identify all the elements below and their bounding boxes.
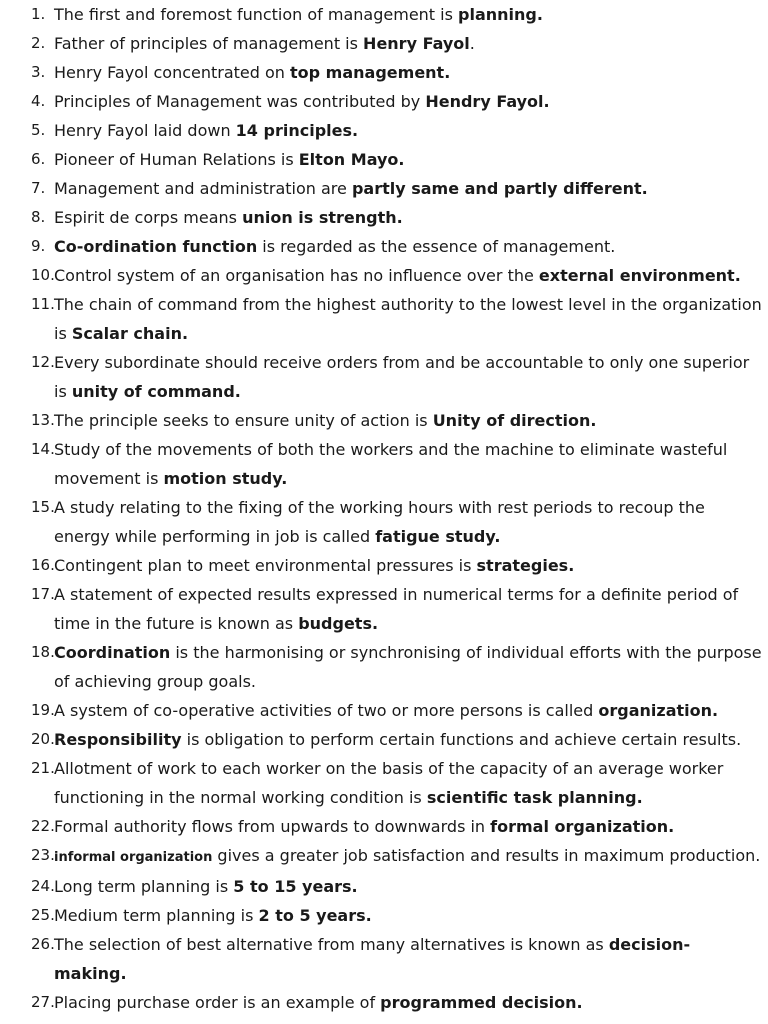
list-item — [0, 580, 762, 638]
item-text: gives a greater job satisfaction and results in maximum production. — [212, 846, 761, 865]
item-answer-bold: Scalar chain. — [71, 324, 189, 343]
item-number: 22. — [31, 817, 55, 835]
item-answer-bold: formal organization. — [490, 817, 675, 836]
item-text: The first and foremost function of management is — [54, 5, 459, 24]
item-number: 10. — [31, 266, 55, 284]
item-answer-bold: Henry Fayol — [363, 34, 470, 53]
item-answer-bold: Hendry Fayol. — [425, 92, 550, 111]
item-answer-bold: union is strength. — [242, 208, 403, 227]
item-answer-bold: partly same and partly different. — [351, 179, 648, 198]
item-number: 24. — [31, 877, 55, 895]
list-item — [0, 696, 762, 725]
item-text: Medium term planning is — [54, 906, 259, 925]
item-number: 25. — [31, 906, 55, 924]
item-number: 15. — [31, 498, 55, 516]
item-text: A system of co-operative activities of two or more persons is called — [54, 701, 599, 720]
item-answer-bold: external environment. — [538, 266, 741, 285]
item-text: Pioneer of Human Relations is — [54, 150, 299, 169]
list-item — [0, 812, 762, 841]
item-answer-bold: budgets. — [298, 614, 379, 633]
item-text: is regarded as the essence of management. — [257, 237, 616, 256]
item-number: 20. — [31, 730, 55, 748]
item-text: Control system of an organisation has no influence over the — [54, 266, 539, 285]
item-number: 17. — [31, 585, 55, 603]
list-item — [0, 290, 762, 348]
item-text: Henry Fayol laid down — [54, 121, 236, 140]
list-item — [0, 930, 762, 988]
item-number: 16. — [31, 556, 55, 574]
item-text: A statement of expected results expressed in numerical terms for a definite period of time in the future is known as — [54, 585, 739, 633]
list-item — [0, 638, 762, 696]
item-answer-bold: Responsibility — [54, 730, 182, 749]
item-number: 26. — [31, 935, 55, 953]
item-text: The principle seeks to ensure unity of action is — [54, 411, 433, 430]
list-item — [0, 493, 762, 551]
list-item — [0, 551, 762, 580]
list-item — [0, 348, 762, 406]
item-answer-bold: top management. — [290, 63, 451, 82]
list-item — [0, 203, 762, 232]
item-text: is the harmonising or synchronising of individual efforts with the purpose of achieving group goals. — [54, 643, 762, 691]
item-number: 5. — [31, 121, 46, 139]
item-text: Management and administration are — [54, 179, 352, 198]
item-answer-bold: 5 to 15 years. — [233, 877, 358, 896]
item-answer-bold: programmed decision. — [380, 993, 583, 1012]
item-text: The selection of best alternative from many alternatives is known as — [54, 935, 609, 954]
list-item — [0, 87, 762, 116]
item-answer-bold: Unity of direction. — [432, 411, 597, 430]
item-number: 18. — [31, 643, 55, 661]
item-answer-bold: 14 principles. — [235, 121, 359, 140]
list-item — [0, 58, 762, 87]
item-number: 1. — [31, 5, 46, 23]
item-answer-bold: Co-ordination function — [54, 237, 258, 256]
item-answer-bold: Elton Mayo. — [298, 150, 405, 169]
item-number: 3. — [31, 63, 46, 81]
item-text: Formal authority flows from upwards to downwards in — [54, 817, 491, 836]
list-item — [0, 174, 762, 203]
item-number: 21. — [31, 759, 55, 777]
item-number: 12. — [31, 353, 55, 371]
list-item — [0, 841, 762, 872]
list-item — [0, 29, 762, 58]
item-number: 6. — [31, 150, 46, 168]
item-answer-bold: scientific task planning. — [426, 788, 643, 807]
item-text: Henry Fayol concentrated on — [54, 63, 291, 82]
item-answer-bold: 2 to 5 years. — [258, 906, 372, 925]
item-answer-bold: planning. — [458, 5, 543, 24]
item-text: Long term planning is — [54, 877, 234, 896]
item-number: 11. — [31, 295, 55, 313]
item-number: 9. — [31, 237, 46, 255]
item-number: 19. — [31, 701, 55, 719]
item-number: 7. — [31, 179, 46, 197]
item-text: . — [469, 34, 475, 53]
list-item — [0, 872, 762, 901]
item-text: Study of the movements of both the workers and the machine to eliminate wasteful movement is — [54, 440, 728, 488]
item-answer-bold: strategies. — [476, 556, 575, 575]
item-answer-bold: decision-making. — [54, 935, 691, 983]
list-item — [0, 901, 762, 930]
list-item — [0, 435, 762, 493]
item-answer-bold: Coordination — [54, 643, 171, 662]
item-text: Contingent plan to meet environmental pressures is — [54, 556, 477, 575]
item-number: 8. — [31, 208, 46, 226]
list-item — [0, 988, 762, 1017]
list-item — [0, 725, 762, 754]
item-number: 27. — [31, 993, 55, 1011]
item-answer-bold: informal organization — [54, 850, 213, 865]
item-text: A study relating to the fixing of the working hours with rest periods to recoup the energy while performing in job is called — [54, 498, 705, 546]
item-answer-bold: organization. — [598, 701, 719, 720]
item-text: Espirit de corps means — [54, 208, 243, 227]
item-answer-bold: fatigue study. — [375, 527, 501, 546]
item-text: Father of principles of management is — [54, 34, 364, 53]
list-item — [0, 232, 762, 261]
item-number: 13. — [31, 411, 55, 429]
item-answer-bold: unity of command. — [71, 382, 241, 401]
list-item — [0, 406, 762, 435]
item-text: is obligation to perform certain functions and achieve certain results. — [181, 730, 742, 749]
item-number: 4. — [31, 92, 46, 110]
list-item — [0, 116, 762, 145]
item-number: 23. — [31, 846, 55, 864]
item-number: 2. — [31, 34, 46, 52]
list-item — [0, 145, 762, 174]
list-item — [0, 0, 762, 29]
item-number: 14. — [31, 440, 55, 458]
list-item — [0, 754, 762, 812]
item-text: The chain of command from the highest authority to the lowest level in the organization is — [54, 295, 762, 343]
item-text: Principles of Management was contributed by — [54, 92, 426, 111]
item-text: Every subordinate should receive orders from and be accountable to only one superior is — [54, 353, 750, 401]
item-text: Allotment of work to each worker on the basis of the capacity of an average worker functioning in the normal working condition is — [54, 759, 724, 807]
item-answer-bold: motion study. — [163, 469, 288, 488]
list-item — [0, 261, 762, 290]
item-text: Placing purchase order is an example of — [54, 993, 381, 1012]
